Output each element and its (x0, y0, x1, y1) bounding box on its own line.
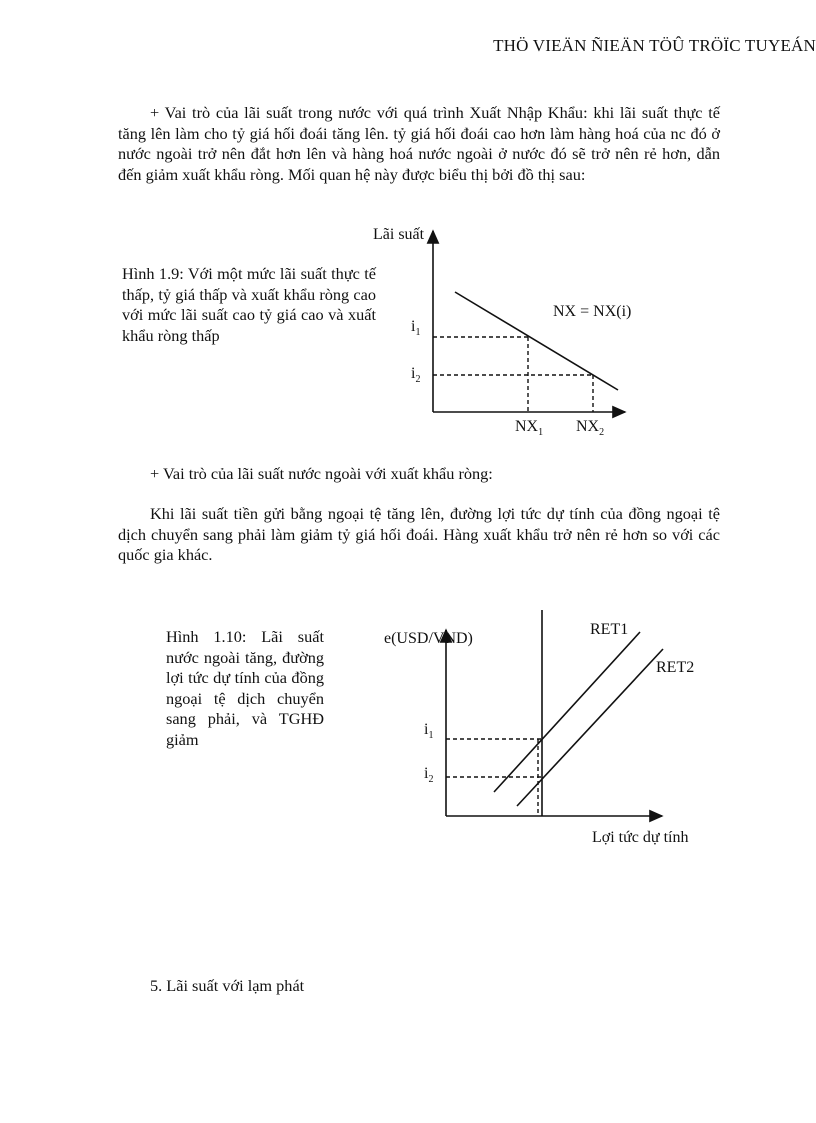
ret1-line (494, 632, 640, 792)
i2-label: $i_2$ (411, 365, 421, 385)
ret2-line (517, 649, 663, 806)
figure-1-9-caption: Hình 1.9: Với một mức lãi suất thực tế thấp, tỷ giá thấp và xuất khẩu ròng cao với mức lãi suất cao tỷ giá cao và xuất khẩu ròng thấp (122, 264, 376, 345)
nx1-label: $NX_1$ (515, 418, 544, 438)
ret1-label: RET1 (590, 621, 629, 638)
figure-1-9-chart (360, 215, 650, 445)
figure-1-10-caption: Hình 1.10: Lãi suất nước ngoài tăng, đường lợi tức dự tính của đồng ngoại tệ dịch chuyển sang phải, và TGHĐ giảm (166, 627, 324, 749)
i2-label: $i_2$ (424, 765, 434, 785)
nx2-label: $NX_2$ (576, 418, 605, 438)
ret2-label: RET2 (656, 659, 695, 676)
i1-label: $i_1$ (411, 318, 421, 338)
section-title: 5. Lãi suất với lạm phát (150, 976, 305, 995)
x-axis-label: Lợi tức dự tính (592, 829, 689, 846)
nx-curve-label: NX = NX(i) (553, 303, 632, 320)
figure-1-10-chart (380, 606, 710, 856)
y-axis-label: e(USD/VND) (384, 630, 473, 647)
paragraph-domestic-rate: + Vai trò của lãi suất trong nước với quá trình Xuất Nhập Khẩu: khi lãi suất thực tế tăng lên làm cho tỷ giá hối đoái tăng lên. tỷ giá hối đoái cao hơn làm hàng hoá của nc đó ở nước ngoài trở nên đắt hơn lên và hàng hoá nước ngoài ở nước đó sẽ trở nên rẻ hơn, dẫn đến giảm xuất khẩu ròng. Mối quan hệ này được biểu thị bởi đồ thị sau: (118, 103, 720, 184)
paragraph-foreign-rate-title: + Vai trò của lãi suất nước ngoài với xuất khẩu ròng: (150, 464, 493, 483)
y-axis-label: Lãi suất (373, 226, 425, 243)
page-header: THÖ VIEÄN ÑIEÄN TÖÛ TRÖÏC TUYEÁN (493, 36, 816, 55)
i1-label: $i_1$ (424, 721, 434, 741)
paragraph-foreign-rate-body: Khi lãi suất tiền gửi bằng ngoại tệ tăng lên, đường lợi tức dự tính của đồng ngoại tệ dịch chuyển sang phải làm giảm tỷ giá hối đoái. Hàng xuất khẩu trở nên rẻ hơn so với các quốc gia khác. (118, 504, 720, 564)
